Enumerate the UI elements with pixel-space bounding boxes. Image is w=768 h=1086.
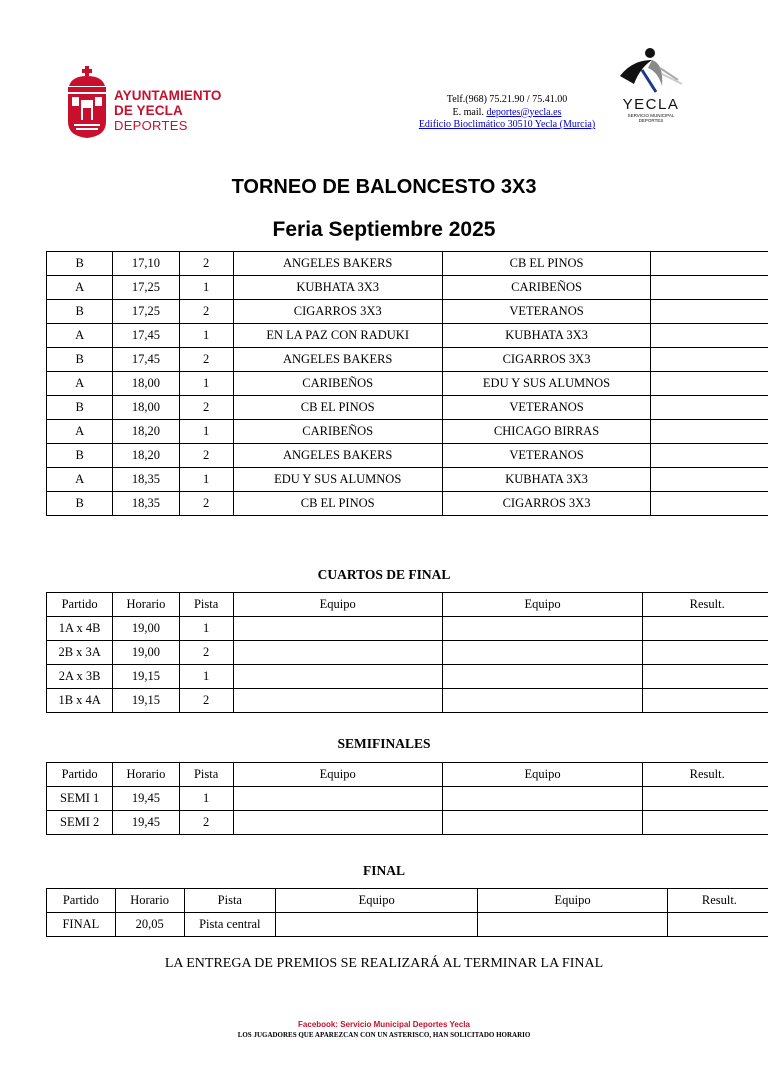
team-cell: EN LA PAZ CON RADUKI [233, 324, 442, 348]
result-cell [651, 276, 768, 300]
team-cell: VETERANOS [442, 396, 651, 420]
table-row [47, 641, 768, 665]
team-cell: EDU Y SUS ALUMNOS [442, 372, 651, 396]
team-cell [233, 665, 442, 689]
court-cell: 2 [179, 641, 233, 665]
group-cell: B [47, 492, 113, 516]
table-row [47, 252, 768, 276]
logo-yecla-text: YECLA [622, 96, 680, 113]
logo-sub2: DEPORTES [638, 118, 664, 123]
group-cell: A [47, 468, 113, 492]
match-cell: FINAL [47, 913, 116, 937]
final-table [46, 888, 768, 937]
time-cell: 17,45 [113, 324, 179, 348]
table-row [47, 689, 768, 713]
match-cell: 2B x 3A [47, 641, 113, 665]
yecla-crest-icon [66, 66, 108, 138]
address-link[interactable]: Edificio Bioclimático 30510 Yecla (Murcia) [418, 119, 596, 130]
court-cell: 1 [179, 617, 233, 641]
logo-line-ayuntamiento: AYUNTAMIENTO [114, 88, 222, 103]
logo-servicio-text [614, 113, 688, 123]
semifinals-table [46, 762, 768, 835]
ayuntamiento-logo [66, 66, 226, 140]
table-row [47, 396, 768, 420]
team-cell [233, 689, 442, 713]
team-cell [233, 617, 442, 641]
match-cell: SEMI 1 [47, 787, 113, 811]
court-cell: Pista central [184, 913, 276, 937]
group-cell: B [47, 348, 113, 372]
section-quarterfinals: CUARTOS DE FINAL [317, 567, 451, 582]
table-row [47, 444, 768, 468]
time-cell: 19,00 [113, 617, 179, 641]
table-row [47, 300, 768, 324]
group-cell: A [47, 324, 113, 348]
yecla-deportes-logo [612, 46, 686, 126]
table-row [47, 811, 768, 835]
time-cell: 20,05 [115, 913, 184, 937]
table-row [47, 913, 768, 937]
column-header: Partido [47, 593, 113, 617]
column-header: Equipo [442, 593, 643, 617]
table-row [47, 324, 768, 348]
time-cell: 18,00 [113, 372, 179, 396]
result-cell [651, 492, 768, 516]
column-header: Horario [115, 889, 184, 913]
court-cell: 2 [179, 492, 233, 516]
email-link[interactable]: deportes@yecla.es [486, 106, 562, 118]
court-cell: 1 [179, 276, 233, 300]
team-cell [478, 913, 668, 937]
group-cell: A [47, 372, 113, 396]
table-row [47, 665, 768, 689]
team-cell: CIGARROS 3X3 [442, 348, 651, 372]
table-row [47, 492, 768, 516]
result-cell [643, 617, 768, 641]
column-header: Pista [184, 889, 276, 913]
team-cell: CARIBEÑOS [442, 276, 651, 300]
match-cell: 2A x 3B [47, 665, 113, 689]
result-cell [651, 372, 768, 396]
group-cell: A [47, 276, 113, 300]
asterisk-note: LOS JUGADORES QUE APAREZCAN CON UN ASTERISCO, HAN SOLICITADO HORARIO [237, 1031, 531, 1039]
table-row [47, 617, 768, 641]
team-cell [442, 617, 643, 641]
result-cell [651, 468, 768, 492]
team-cell: VETERANOS [442, 444, 651, 468]
column-header: Equipo [276, 889, 478, 913]
logo-sub1: SERVICIO MUNICIPAL [627, 113, 675, 118]
section-final: FINAL [362, 863, 405, 878]
court-cell: 2 [179, 252, 233, 276]
match-cell: 1B x 4A [47, 689, 113, 713]
team-cell: KUBHATA 3X3 [442, 468, 651, 492]
time-cell: 19,15 [113, 689, 179, 713]
team-cell [442, 811, 643, 835]
team-cell: CHICAGO BIRRAS [442, 420, 651, 444]
athlete-swoosh-icon [612, 46, 686, 98]
team-cell: EDU Y SUS ALUMNOS [233, 468, 442, 492]
team-cell: VETERANOS [442, 300, 651, 324]
result-cell [651, 324, 768, 348]
team-cell [442, 689, 643, 713]
time-cell: 18,00 [113, 396, 179, 420]
contact-phone: Telf.(968) 75.21.90 / 75.41.00 [446, 94, 568, 105]
group-stage-table [46, 251, 768, 516]
contact-email-line [396, 107, 618, 120]
team-cell [442, 641, 643, 665]
table-row [47, 468, 768, 492]
header-row [47, 889, 768, 913]
column-header: Equipo [233, 763, 442, 787]
result-cell [643, 811, 768, 835]
section-semifinals: SEMIFINALES [337, 736, 431, 751]
court-cell: 1 [179, 468, 233, 492]
time-cell: 17,25 [113, 276, 179, 300]
team-cell [442, 665, 643, 689]
group-cell: A [47, 420, 113, 444]
team-cell: CB EL PINOS [233, 396, 442, 420]
column-header: Result. [643, 593, 768, 617]
column-header: Equipo [233, 593, 442, 617]
court-cell: 1 [179, 372, 233, 396]
logo-line-deportes: DEPORTES [114, 118, 188, 133]
quarterfinals-table [46, 592, 768, 713]
team-cell [442, 787, 643, 811]
team-cell: CIGARROS 3X3 [233, 300, 442, 324]
team-cell [233, 811, 442, 835]
result-cell [651, 420, 768, 444]
page-title: TORNEO DE BALONCESTO 3X3 [231, 176, 537, 198]
team-cell: ANGELES BAKERS [233, 444, 442, 468]
result-cell [643, 665, 768, 689]
result-cell [643, 641, 768, 665]
result-cell [643, 689, 768, 713]
team-cell: CARIBEÑOS [233, 420, 442, 444]
court-cell: 2 [179, 396, 233, 420]
column-header: Pista [179, 593, 233, 617]
table-row [47, 420, 768, 444]
time-cell: 18,35 [113, 468, 179, 492]
court-cell: 2 [179, 811, 233, 835]
column-header: Pista [179, 763, 233, 787]
court-cell: 1 [179, 420, 233, 444]
column-header: Partido [47, 763, 113, 787]
column-header: Equipo [478, 889, 668, 913]
match-cell: SEMI 2 [47, 811, 113, 835]
team-cell: CARIBEÑOS [233, 372, 442, 396]
time-cell: 18,20 [113, 420, 179, 444]
group-cell: B [47, 444, 113, 468]
prizes-note: LA ENTREGA DE PREMIOS SE REALIZARÁ AL TERMINAR LA FINAL [164, 956, 604, 971]
contact-block [396, 94, 618, 132]
result-cell [651, 252, 768, 276]
time-cell: 18,20 [113, 444, 179, 468]
time-cell: 19,45 [113, 811, 179, 835]
court-cell: 1 [179, 324, 233, 348]
team-cell: KUBHATA 3X3 [442, 324, 651, 348]
court-cell: 2 [179, 348, 233, 372]
time-cell: 19,45 [113, 787, 179, 811]
result-cell [651, 348, 768, 372]
time-cell: 17,45 [113, 348, 179, 372]
court-cell: 2 [179, 300, 233, 324]
table-row [47, 348, 768, 372]
result-cell [651, 444, 768, 468]
match-cell: 1A x 4B [47, 617, 113, 641]
time-cell: 17,25 [113, 300, 179, 324]
team-cell: CIGARROS 3X3 [442, 492, 651, 516]
time-cell: 19,00 [113, 641, 179, 665]
team-cell: CB EL PINOS [233, 492, 442, 516]
court-cell: 1 [179, 787, 233, 811]
result-cell [643, 787, 768, 811]
court-cell: 1 [179, 665, 233, 689]
table-row [47, 276, 768, 300]
column-header: Horario [113, 763, 179, 787]
column-header: Result. [667, 889, 768, 913]
header-row [47, 593, 768, 617]
logo-line-de-yecla: DE YECLA [114, 103, 183, 118]
group-cell: B [47, 300, 113, 324]
time-cell: 17,10 [113, 252, 179, 276]
team-cell [233, 787, 442, 811]
page-subtitle: Feria Septiembre 2025 [272, 218, 496, 241]
header-row [47, 763, 768, 787]
result-cell [651, 300, 768, 324]
column-header: Result. [643, 763, 768, 787]
time-cell: 18,35 [113, 492, 179, 516]
column-header: Horario [113, 593, 179, 617]
team-cell [276, 913, 478, 937]
result-cell [651, 396, 768, 420]
column-header: Partido [47, 889, 116, 913]
table-row [47, 372, 768, 396]
email-label: E. mail. [452, 106, 484, 118]
court-cell: 2 [179, 689, 233, 713]
time-cell: 19,15 [113, 665, 179, 689]
group-cell: B [47, 396, 113, 420]
team-cell: ANGELES BAKERS [233, 252, 442, 276]
result-cell [667, 913, 768, 937]
court-cell: 2 [179, 444, 233, 468]
team-cell [233, 641, 442, 665]
group-cell: B [47, 252, 113, 276]
team-cell: CB EL PINOS [442, 252, 651, 276]
table-row [47, 787, 768, 811]
team-cell: KUBHATA 3X3 [233, 276, 442, 300]
team-cell: ANGELES BAKERS [233, 348, 442, 372]
column-header: Equipo [442, 763, 643, 787]
facebook-note: Facebook: Servicio Municipal Deportes Yecla [298, 1020, 470, 1029]
